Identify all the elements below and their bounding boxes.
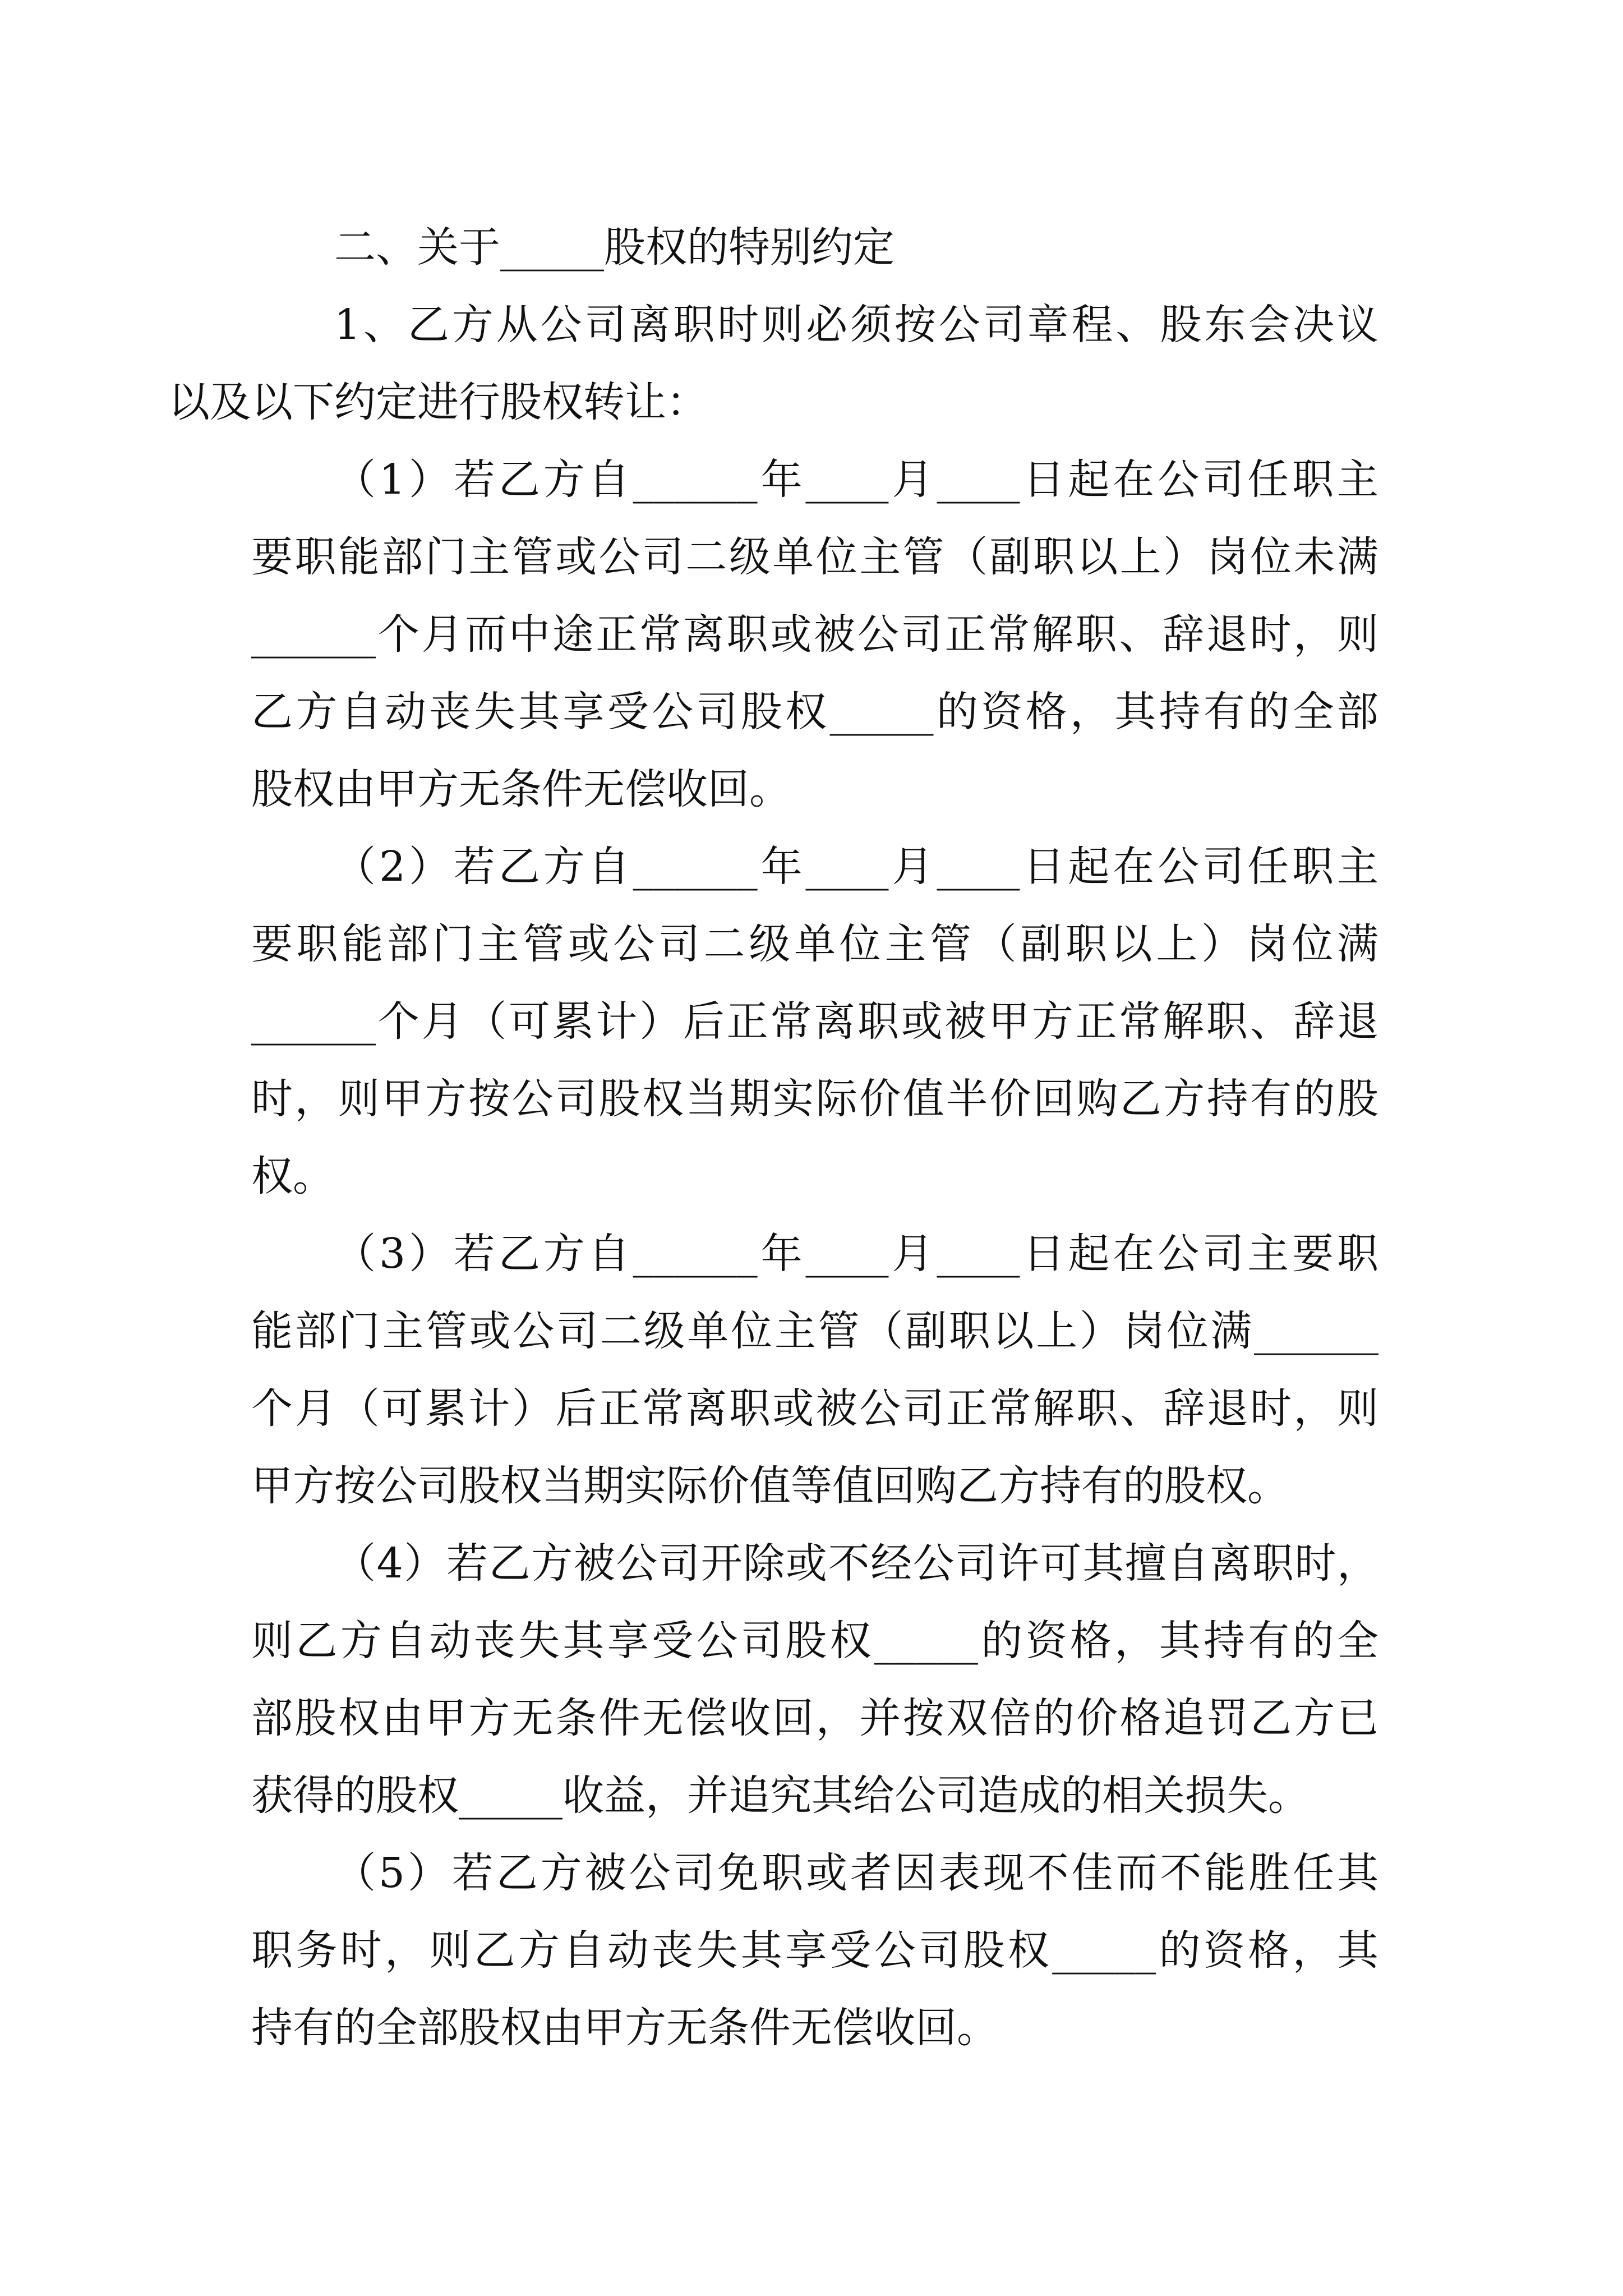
- item-line: 个月（可累计）后正常离职或被公司正常解职、辞退时，则: [251, 1384, 1378, 1433]
- item-4: [251, 1525, 1378, 1834]
- section-heading: [251, 209, 1378, 286]
- item-line: 权。: [251, 1152, 334, 1200]
- clause-1-intro-line-2: 以及以下约定进行股权转让：: [168, 378, 708, 426]
- item-line: 要职能部门主管或公司二级单位主管（副职以上）岗位未满: [251, 533, 1378, 581]
- item-line: 获得的股权_____收益，并追究其给公司造成的相关损失。: [251, 1772, 1310, 1820]
- item-line: 则乙方自动丧失其享受公司股权_____的资格，其持有的全: [251, 1617, 1378, 1665]
- document-body: [168, 209, 1378, 2067]
- item-line: （4）若乙方被公司开除或不经公司许可其擅自离职时，: [334, 1539, 1378, 1588]
- item-line: 部股权由甲方无条件无偿收回，并按双倍的价格追罚乙方已: [251, 1694, 1378, 1742]
- clause-1-intro-line-1: 1、乙方从公司离职时则必须按公司章程、股东会决议: [334, 301, 1378, 349]
- item-5: [251, 1834, 1378, 2067]
- item-3: [251, 1215, 1378, 1525]
- item-line: ______个月而中途正常离职或被公司正常解职、辞退时，则: [251, 610, 1378, 659]
- item-line: （1）若乙方自______年____月____日起在公司任职主: [334, 455, 1378, 504]
- item-line: 持有的全部股权由甲方无条件无偿收回。: [251, 2004, 998, 2052]
- item-line: （5）若乙方被公司免职或者因表现不佳而不能胜任其: [334, 1849, 1378, 1897]
- item-1: [251, 441, 1378, 828]
- item-line: 能部门主管或公司二级单位主管（副职以上）岗位满______: [251, 1307, 1378, 1355]
- item-line: 甲方按公司股权当期实际价值等值回购乙方持有的股权。: [251, 1462, 1289, 1510]
- item-line: 要职能部门主管或公司二级单位主管（副职以上）岗位满: [251, 920, 1378, 968]
- clause-1-intro: [168, 286, 1378, 441]
- item-line: （3）若乙方自______年____月____日起在公司主要职: [334, 1230, 1378, 1278]
- section-heading-text: 二、关于_____股权的特别约定: [334, 223, 895, 272]
- item-line: 职务时，则乙方自动丧失其享受公司股权_____的资格，其: [251, 1926, 1378, 1975]
- item-2: [251, 828, 1378, 1215]
- item-line: （2）若乙方自______年____月____日起在公司任职主: [334, 843, 1378, 891]
- item-line: 乙方自动丧失其享受公司股权_____的资格，其持有的全部: [251, 688, 1378, 736]
- item-line: 股权由甲方无条件无偿收回。: [251, 765, 791, 813]
- item-line: ______个月（可累计）后正常离职或被甲方正常解职、辞退: [251, 997, 1378, 1046]
- item-line: 时，则甲方按公司股权当期实际价值半价回购乙方持有的股: [251, 1075, 1378, 1123]
